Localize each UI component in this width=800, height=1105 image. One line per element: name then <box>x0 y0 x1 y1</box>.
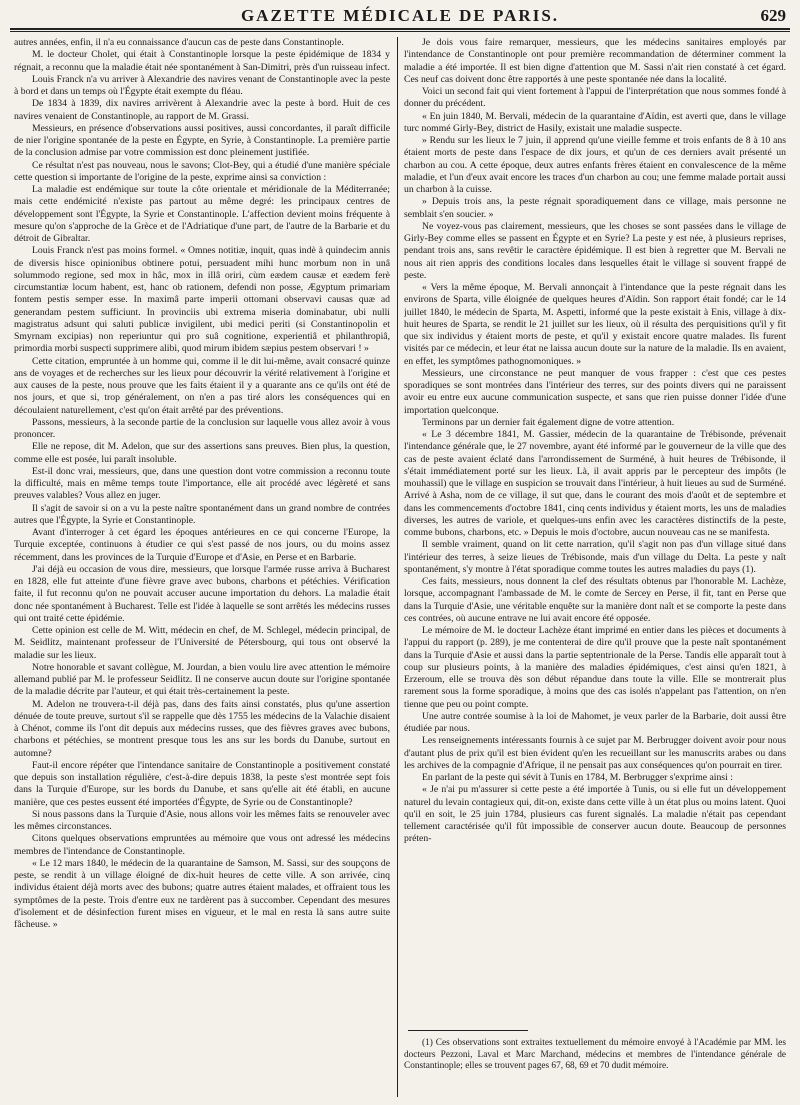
quote-paragraph: « Vers la même époque, M. Bervali annonçait à l'intendance que la peste régnait dans les environs de Sparta, ville éloignée de quelques heures d'Aïdin. Son rapport était fondé; car le 14 juillet 1840, le médecin de Sparta, M. Aspetti, informé que la peste existait à Enis, village à dix-huit heures de Sparta, se rendit le 21 juillet sur les lieux, où il résulta des perquisitions qu'il y fit que six individus y étaient morts de peste, et qu'il y existait encore quatre malades. Ils furent visités par ce médecin, et leur état ne laissa aucun doute sur la nature de la maladie. Ils en avaient, en effet, les symptômes pathognomoniques. » <box>404 282 786 367</box>
paragraph: La maladie est endémique sur toute la côte orientale et méridionale de la Méditerranée; mais cette endémicité n'existe pas partout au même degré: les principaux centres de développement sont l'Égypte, la Syrie et Constantinople. L'affection devient moins fréquente à mesure qu'on s'approche de la Grèce et de l'Adriatique d'une part, de l'autre de la Barbarie et du détroit de Gibraltar. <box>14 184 390 244</box>
paragraph: Cette opinion est celle de M. Witt, médecin en chef, de M. Schlegel, médecin principal, de M. Seidlitz, maintenant professeur de l'Université de Pétersbourg, qui tous ont observé la maladie sur les lieux. <box>14 625 390 661</box>
right-column <box>404 37 786 1027</box>
quote-paragraph: « Le 3 décembre 1841, M. Gassier, médecin de la quarantaine de Trébisonde, prévenait l'intendance générale que, le 27 novembre, ayant été informé par le gouverneur de la ville que des cas de peste avaient éclaté dans l'arrondissement de Surméné, à huit heures de Trébisonde, il s'était immédiatement porté sur les lieux. Là, il avait appris par le percepteur des impôts (le mouhassil) que le village en suspicion se trouvait dans l'intérieur, à huit lieues au sud de Surméné. Arrivé à Asha, nom de ce village, il sut que, dans le courant des mois d'août et de septembre et dans les commencements d'octobre 1841, cinq cents individus y étaient morts, les uns de maladies diverses, les autres de variole, et quelques-uns enfin avec les caractères distinctifs de la peste, comme bubons, charbons, etc. » Depuis le mois d'octobre, aucun nouveau cas ne se manifesta. <box>404 429 786 538</box>
header-rule <box>10 28 790 30</box>
paragraph: autres années, enfin, il n'a eu connaissance d'aucun cas de peste dans Constantinople. <box>14 37 344 48</box>
paragraph: Si nous passons dans la Turquie d'Asie, nous allons voir les mêmes faits se renouveler avec les mêmes circonstances. <box>14 808 390 832</box>
paragraph: Messieurs, une circonstance ne peut manquer de vous frapper : c'est que ces pestes sporadiques se sont montrées dans l'intérieur des terres, sur des points divers qui ne paraissent avoir eu entre eux aucune communication suspecte, et sans que rien puisse donner l'idée d'une importation quelconque. <box>404 367 786 416</box>
paragraph: Je dois vous faire remarquer, messieurs, que les médecins sanitaires employés par l'intendance de Constantinople ont pour première recommandation de déterminer comment la maladie a été importée. Il est bien digne d'attention que M. Sassi n'ait rien constaté à cet égard. Ces neuf cas doivent donc être rapportés à une peste spontanée née dans la localité. <box>404 37 786 85</box>
paragraph: De 1834 à 1839, dix navires arrivèrent à Alexandrie avec la peste à bord. Huit de ces navires venaient de Constantinople, au rapport de M. Grassi. <box>14 98 390 122</box>
quote-paragraph: » Depuis trois ans, la peste régnait sporadiquement dans ce village, mais personne ne semblait s'en soucier. » <box>404 196 786 220</box>
paragraph: Une autre contrée soumise à la loi de Mahomet, je veux parler de la Barbarie, doit aussi être étudiée par nous. <box>404 710 786 734</box>
quote-paragraph: « Je n'ai pu m'assurer si cette peste a été importée à Tunis, ou si elle fut un développement naturel du levain contagieux qui, dit-on, existe dans cette ville à un état plus ou moins latent. Quoi qu'il en soit, le 25 juin 1784, plusieurs cas furent signalés. La maladie n'était pas cependant tellement caractérisée qu'il fût impossible de conserver aucun doute. Beaucoup de personnes préten- <box>404 784 786 845</box>
quote-paragraph: » Rendu sur les lieux le 7 juin, il apprend qu'une vieille femme et trois enfants de 8 à 10 ans étaient morts de peste dans l'espace de dix jours, et qu'un de ces derniers avait présenté un charbon au cou. A cette époque, deux autres enfants frères étaient en convalescence de la même maladie, et l'un d'eux avait encore les traces d'un charbon au cou; une femme malade portait aussi un charbon à la cuisse. <box>404 135 786 195</box>
quote-paragraph: « En juin 1840, M. Bervali, médecin de la quarantaine d'Aïdin, est averti que, dans le village turc nommé Girly-Bey, district de Hasily, existait une maladie suspecte. <box>404 110 786 134</box>
paragraph: Terminons par un dernier fait également digne de votre attention. <box>422 416 675 428</box>
header-rule-thin <box>10 31 790 32</box>
paragraph: Est-il donc vrai, messieurs, que, dans une question dont votre commission a reconnu toute la difficulté, mais en même temps toute l'importance, elle ait procédé avec légèreté et sans preuves valables? Vous allez en juger. <box>14 465 390 502</box>
paragraph: Ces faits, messieurs, nous donnent la clef des résultats obtenus par l'honorable M. Lachèze, lorsque, accompagnant l'ambassade de M. le comte de Sercey en Perse, il fit, tant en Perse que dans la Turquie d'Asie, une véritable enquête sur la manière dont naît et se comporte la peste dans ces contrées, où aucune entrave ne lui avait encore été opposée. <box>404 576 786 624</box>
paragraph: Citons quelques observations empruntées au mémoire que vous ont adressé les médecins membres de l'intendance de Constantinople. <box>14 833 390 857</box>
paragraph: Ce résultat n'est pas nouveau, nous le savons; Clot-Bey, qui a étudié d'une manière spéciale cette question si importante de l'origine de la peste, exprime ainsi sa conviction : <box>14 159 390 183</box>
paragraph: Elle ne repose, dit M. Adelon, que sur des assertions sans preuves. Bien plus, la question, comme elle est posée, lui paraît insoluble. <box>14 441 390 465</box>
paragraph: Notre honorable et savant collègue, M. Jourdan, a bien voulu lire avec attention le mémoire allemand publié par M. le professeur Seidlitz. Il ne conserve aucun doute sur l'origine spontanée de la maladie décrite par l'auteur, et qui était très-certainement la peste. <box>14 661 390 698</box>
paragraph: Avant d'interroger à cet égard les époques antérieures en ce qui concerne l'Europe, la Turquie exceptée, continuons à étudier ce qui s'est passé de nos jours, ou du moins assez récemment, dans les provinces de la Turquie d'Europe et d'Asie, en Perse et en Barbarie. <box>14 527 390 563</box>
page-header <box>0 0 800 26</box>
left-column <box>14 37 390 1099</box>
journal-title: GAZETTE MÉDICALE DE PARIS. <box>240 6 560 25</box>
paragraph: J'ai déjà eu occasion de vous dire, messieurs, que lorsque l'armée russe arriva à Bucharest en 1828, elle fut atteinte d'une fièvre grave avec bubons, charbons et pétéchies. Vérification faite, il fut reconnu qu'on ne pouvait accuser aucune importation du dehors. La maladie était donc née spontanément à Bucharest. Telle est l'idée à laquelle se sont arrêtés les médecins russes qui ont traité cette épidémie. <box>14 563 390 624</box>
paragraph: Il semble vraiment, quand on lit cette narration, qu'il s'agit non pas d'un village situé dans l'intérieur des terres, à seize lieues de Trébisonde, mais d'un village du Delta. La peste y naît spontanément, s'y montre à l'état sporadique comme toutes les autres maladies du pays (1). <box>404 539 786 575</box>
paragraph: Louis Franck n'a vu arriver à Alexandrie des navires venant de Constantinople avec la peste à bord et dans un temps où l'Égypte était exempte du fléau. <box>14 73 390 97</box>
paragraph: En parlant de la peste qui sévit à Tunis en 1784, M. Berbrugger s'exprime ainsi : <box>422 772 733 783</box>
paragraph: Ne voyez-vous pas clairement, messieurs, que les choses se sont passées dans le village de Girly-Bey comme elles se passent en Égypte et en Syrie? La peste y est née, à plusieurs reprises, pendant trois ans, sans revêtir le caractère épidémique. Il est bien à regretter que M. Bervali ne nous ait rien appris des conditions locales dans lesquelles était le village si souvent frappé de peste. <box>404 220 786 281</box>
paragraph: M. Adelon ne trouvera-t-il déjà pas, dans des faits ainsi constatés, plus qu'une assertion dénuée de toute preuve, surtout s'il se rappelle que dès 1755 les médecins de la Valachie disaient à Chénot, comme ils l'ont dit depuis aux médecins russes, que des fièvres graves avec bubons, charbons et pétéchies, se montrent presque tous les ans sur les bords du Danube, surtout en automne? <box>14 698 390 759</box>
page-number: 629 <box>760 6 786 25</box>
paragraph: Le mémoire de M. le docteur Lachèze étant imprimé en entier dans les pièces et documents à l'appui du rapport (p. 289), je me contenterai de dire qu'il prouve que la peste naît spontanément dans la Turquie d'Asie et aussi dans la partie septentrionale de la Perse. Tandis elle apparaît tout à coup sur plusieurs points, à la manière des maladies épidémiques, c'est ainsi qu'en 1821, à Erzeroum, elle se trouva dès son début répandue dans toute la ville. Elle se montrerait plus rarement sous la forme sporadique, à moins que des cas isolés n'appelant pas l'attention, on n'en tienne que peu ou point compte. <box>404 625 786 710</box>
paragraph: Cette citation, empruntée à un homme qui, comme il le dit lui-même, avait consacré quinze ans de voyages et de recherches sur les lieux pour découvrir la vérité relativement à l'origine et aux causes de la peste, nous prouve que les faits étaient il y a quarante ans ce qu'ils ont été de nos jours, et que si, trop généralement, on n'en a pas tiré alors les conséquences qui en découlaient naturellement, c'est qu'on était arrêté par des préventions. <box>14 355 390 416</box>
paragraph: Messieurs, en présence d'observations aussi positives, aussi concordantes, il paraît difficile de nier l'origine spontanée de la peste en Égypte, en Syrie, à Constantinople. La première partie de la conclusion admise par votre commission est donc pleinement justifiée. <box>14 122 390 159</box>
footnote-text: (1) Ces observations sont extraites textuellement du mémoire envoyé à l'Académie par MM. les docteurs Pezzoni, Laval et Marc Marchand, médecins et membres de l'intendance générale de Constantinople; elles se trouvent pages 67, 68, 69 et 70 dudit mémoire. <box>404 1038 786 1072</box>
paragraph: Faut-il encore répéter que l'intendance sanitaire de Constantinople a positivement constaté que depuis son installation régulière, c'est-à-dire depuis 1838, la peste s'est montrée sept fois dans la Turquie d'Europe, sur les bords du Danube, et sans qu'elle ait été établi, en aucune manière, que ces pestes eussent été importées d'Égypte, de Syrie ou de Constantinople? <box>14 759 390 808</box>
column-divider <box>397 37 398 1097</box>
footnote-rule <box>408 1030 528 1031</box>
paragraph: Les renseignements intéressants fournis à ce sujet par M. Berbrugger doivent avoir pour nous d'autant plus de prix qu'il est bien évident qu'en les recueillant sur les manuscrits arabes ou dans les archives de la compagnie d'Afrique, il ne pensait pas aux conséquences qu'on pourrait en tirer. <box>404 735 786 771</box>
paragraph: Il s'agit de savoir si on a vu la peste naître spontanément dans un grand nombre de contrées autres que l'Égypte, la Syrie et Constantinople. <box>14 502 390 526</box>
quote-paragraph: « Le 12 mars 1840, le médecin de la quarantaine de Samson, M. Sassi, sur des soupçons de peste, se rendit à un village éloigné de dix-huit heures de cette ville. A son arrivée, cinq individus étaient déjà morts avec des bubons; quatre autres étaient malades, et offraient tous les symptômes de la peste. Trois d'entre eux ne tardèrent pas à succomber. Cependant des mesures d'isolement et de désinfection furent mises en vigueur, et le mal en resta là sans autre suite fâcheuse. » <box>14 857 390 930</box>
footnote <box>404 1038 786 1073</box>
paragraph: Louis Franck n'est pas moins formel. « Omnes notitiæ, inquit, quas indè à quindecim annis de diversis hisce opinionibus obtinere potui, persuadent mihi hunc morbum non in unâ solummodo regione, sed mox in hâc, mox in illâ oriri, cùm eædem causæ et eædem ferè circumstantiæ locum habent, est, hanc ob rationem, defendi non posse, Ægyptum primariam fontem pestis semper esse. In maximâ parte imperii ottomani observavi causas quæ ad generandam pestem sufficiunt. In provinciis ubi extrema miseria dominabatur, ubi nulli magistratus adsunt qui saluti publicæ invigilent, ubi medici periti (si Constantinopolin et Smyrnam excipias) non reperiuntur qui pro suâ cognitione, experientiâ et philanthropiâ, primordia morbi suspecti supprimere alibi, quod mirum ibidem sæpius pestem observari ! » <box>14 245 390 355</box>
paragraph: M. le docteur Cholet, qui était à Constantinople lorsque la peste épidémique de 1834 y régnait, a reconnu que la maladie était née spontanément à San-Dimitri, près d'un ruisseau infect. <box>14 49 390 73</box>
paragraph: Passons, messieurs, à la seconde partie de la conclusion sur laquelle vous allez avoir à vous prononcer. <box>14 416 390 440</box>
paragraph: Voici un second fait qui vient fortement à l'appui de l'interprétation que nous sommes fondé à donner du précédent. <box>404 86 786 110</box>
